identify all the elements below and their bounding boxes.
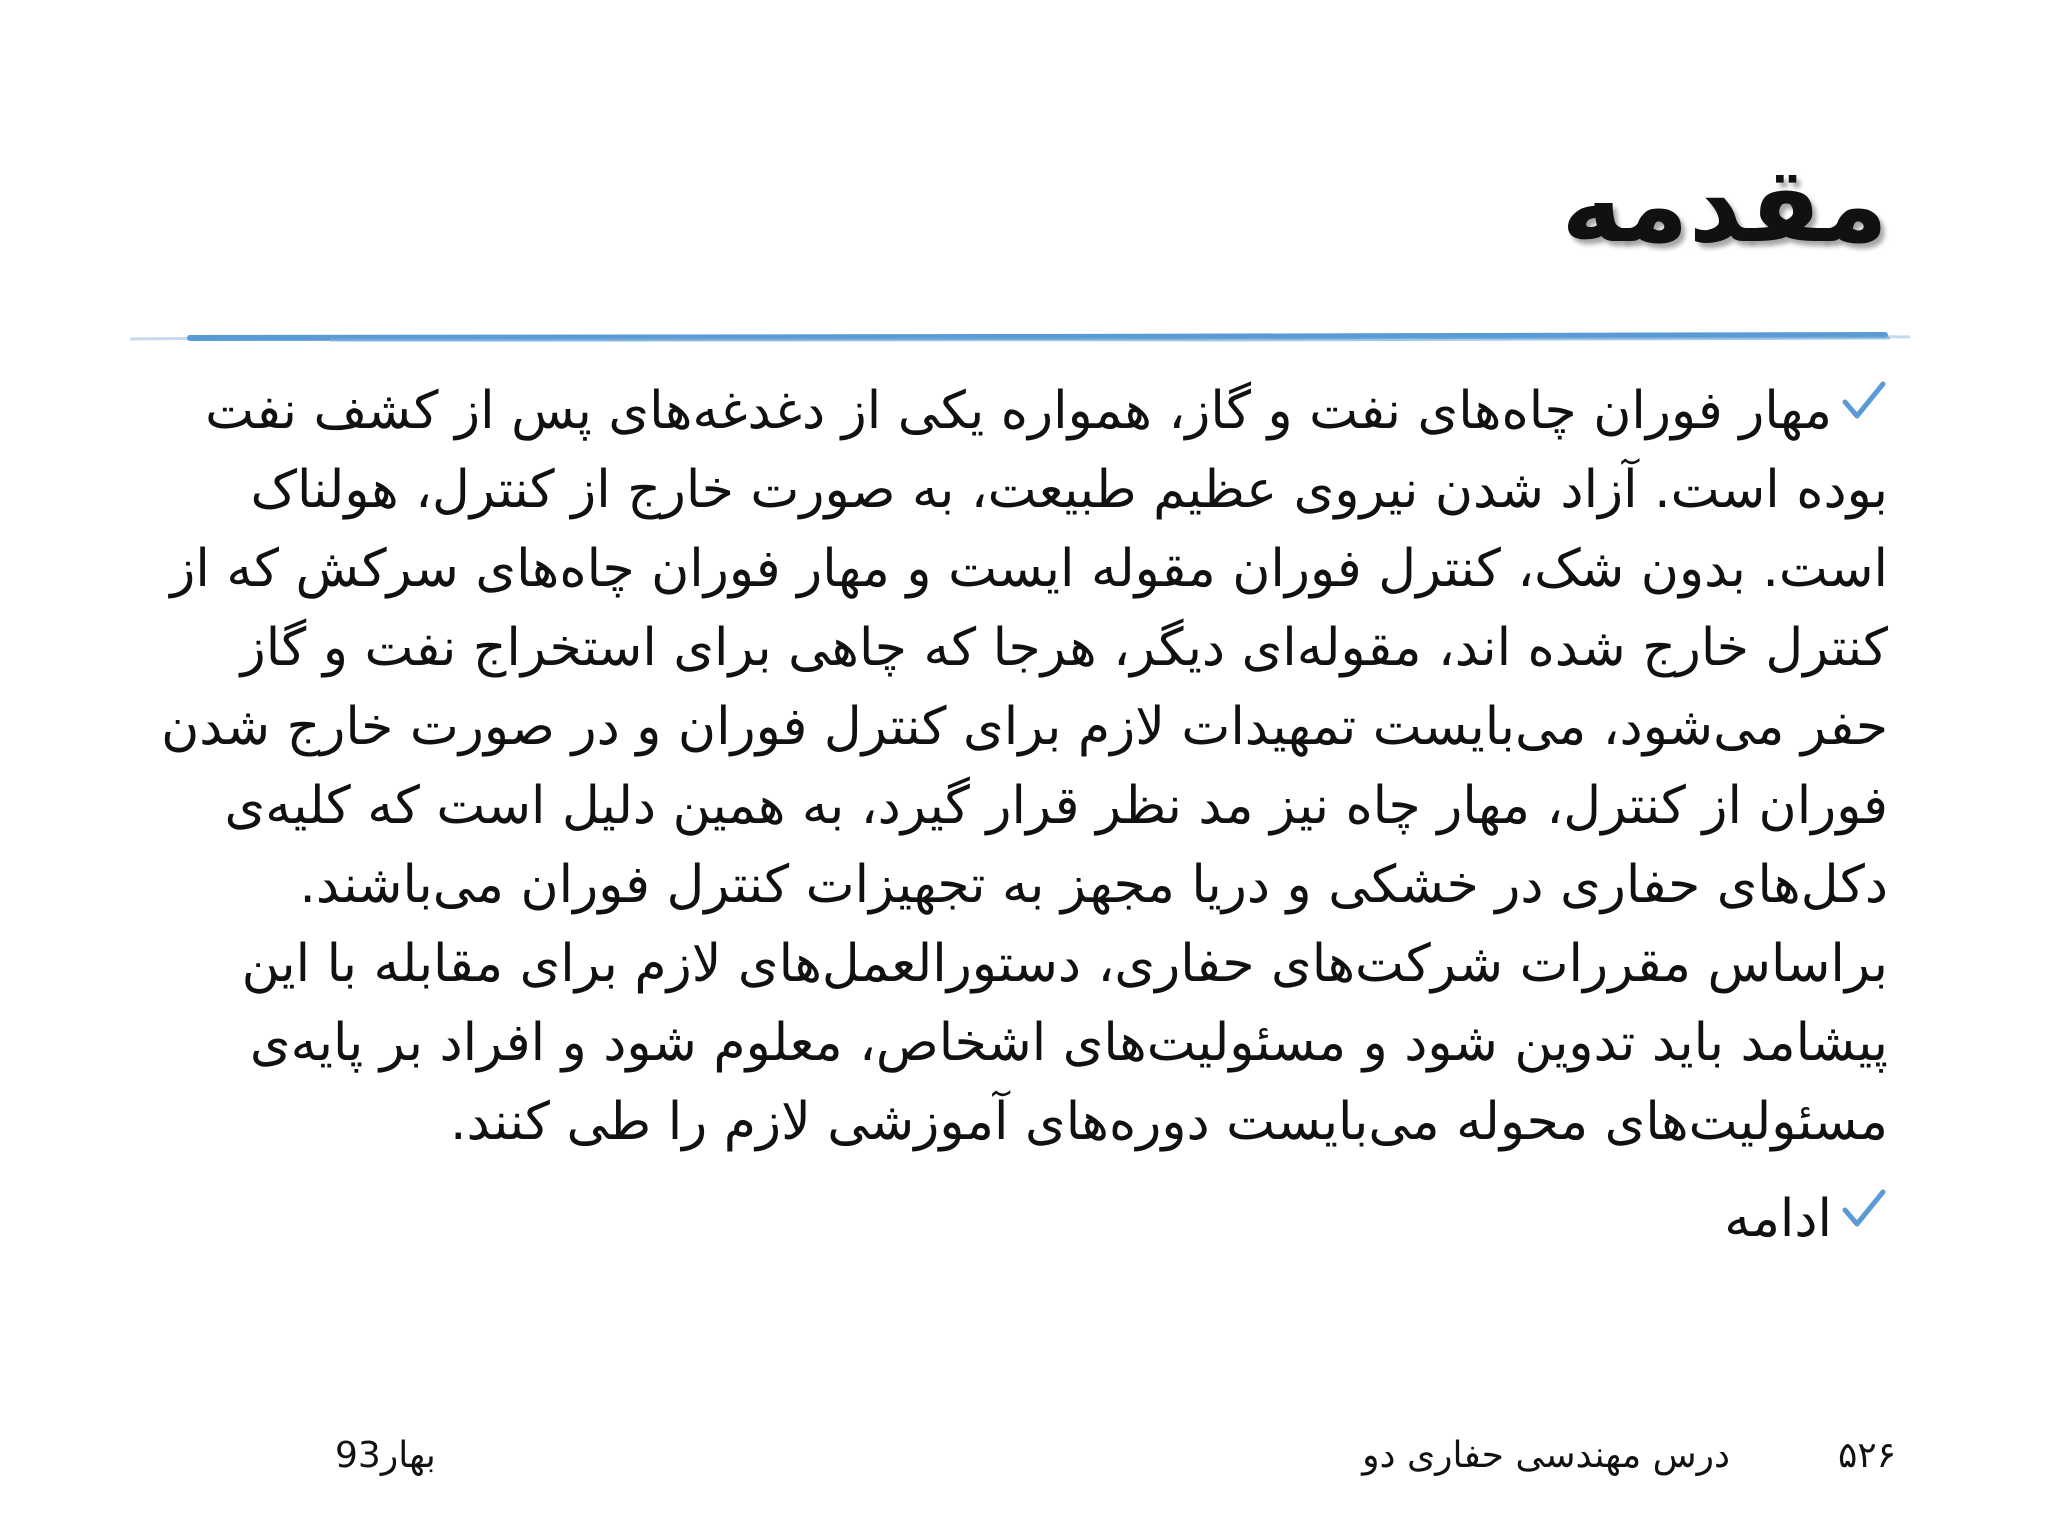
title-divider — [130, 328, 1910, 348]
slide-title: مقدمه — [1561, 144, 1888, 266]
semester-label: بهار93 — [335, 1435, 436, 1476]
checkmark-icon — [1840, 1186, 1888, 1238]
bullet-item — [158, 372, 1888, 1162]
course-title: درس مهندسی حفاری دو — [1362, 1435, 1730, 1476]
bullet-text: مهار فوران چاه‌های نفت و گاز، همواره یکی از دغدغه‌های پس از کشف نفت بوده است. آزاد شدن نیروی عظیم طبیعت، به صورت خارج از کنترل، هولناک است. بدون شک، کنترل فوران مقوله ایست و مهار فوران چاه‌های سرکش که از کنترل خارج شده اند، مقوله‌ای دیگر، هرجا که چاهی برای استخراج نفت و گاز حفر می‌شود، می‌بایست تمهیدات لازم برای کنترل فوران و در صورت خارج شدن فوران از کنترل، مهار چاه نیز مد نظر قرار گیرد، به همین دلیل است که کلیه‌ی دکل‌های حفاری در خشکی و دریا مجهز به تجهیزات کنترل فوران می‌باشند. براساس مقررات شرکت‌های حفاری، دستورالعمل‌های لازم برای مقابله با این پیشامد باید تدوین شود و مسئولیت‌های اشخاص، معلوم شود و افراد بر پایه‌ی مسئولیت‌های محوله می‌بایست دوره‌های آموزشی لازم را طی کنند. — [161, 381, 1888, 1152]
slide-content — [158, 372, 1888, 1277]
bullet-text: ادامه — [1724, 1189, 1832, 1249]
bullet-item — [158, 1180, 1888, 1259]
page-number: ۵۲۶ — [1837, 1435, 1896, 1476]
checkmark-icon — [1840, 378, 1888, 430]
